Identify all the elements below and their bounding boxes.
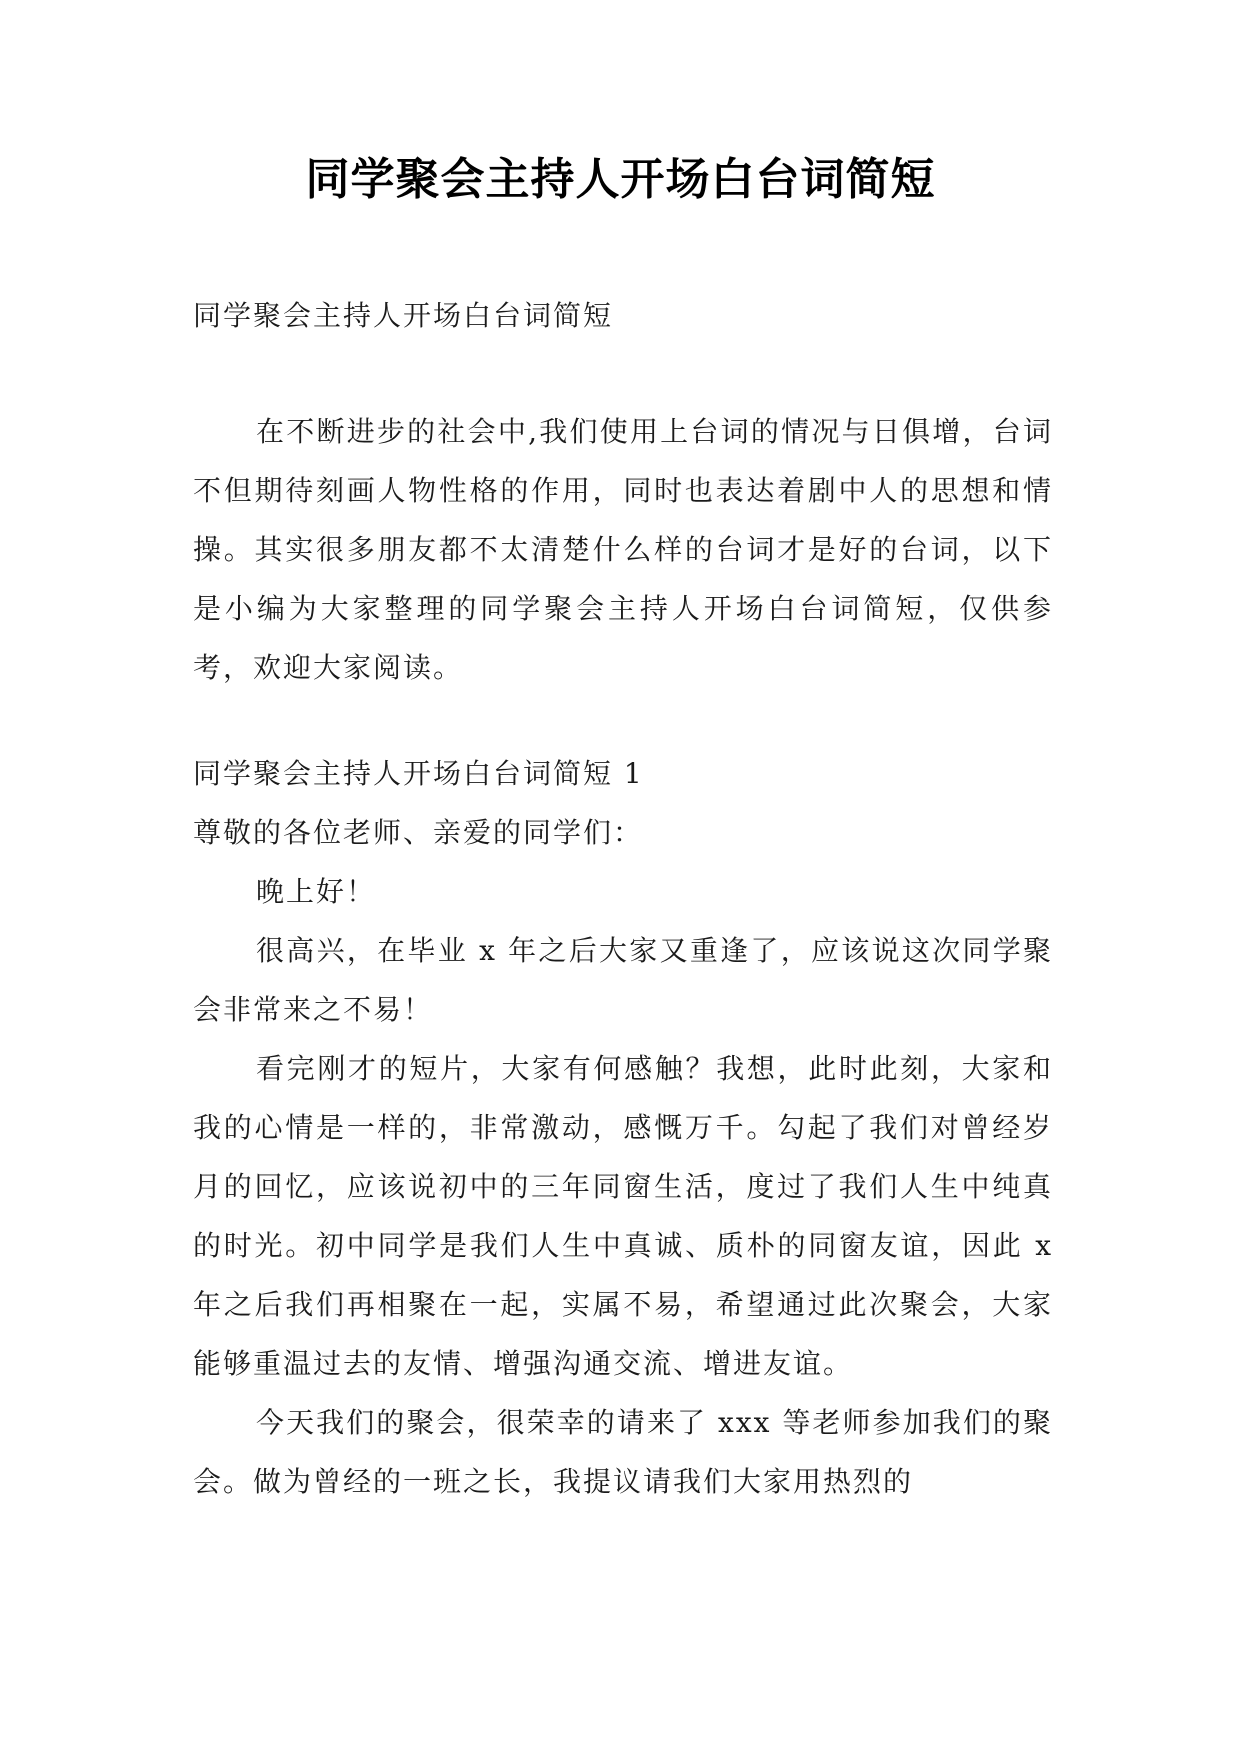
paragraph-memories: 看完刚才的短片，大家有何感触？我想，此时此刻，大家和我的心情是一样的，非常激动，感慨万千。勾起了我们对曾经岁月的回忆，应该说初中的三年同窗生活，度过了我们人生中纯真的时光。初中同学是我们人生中真诚、质朴的同窗友谊，因此 x 年之后我们再相聚在一起，实属不易，希望通过此次聚会，大家能够重温过去的友情、增强沟通交流、增进友谊。: [193, 1052, 1053, 1380]
section-heading: 同学聚会主持人开场白台词简短 1: [193, 757, 644, 790]
paragraph-teachers: 今天我们的聚会，很荣幸的请来了 xxx 等老师参加我们的聚会。做为曾经的一班之长，我提议请我们大家用热烈的: [193, 1406, 1053, 1498]
document-subtitle: 同学聚会主持人开场白台词简短: [193, 299, 614, 332]
intro-block: [193, 402, 1053, 697]
paragraph-reunion: 很高兴，在毕业 x 年之后大家又重逢了，应该说这次同学聚会非常来之不易！: [193, 934, 1053, 1026]
intro-paragraph: 在不断进步的社会中,我们使用上台词的情况与日俱增，台词不但期待刻画人物性格的作用，同时也表达着剧中人的思想和情操。其实很多朋友都不太清楚什么样的台词才是好的台词，以下是小编为大家整理的同学聚会主持人开场白台词简短，仅供参考，欢迎大家阅读。: [193, 415, 1053, 684]
document-title: 同学聚会主持人开场白台词简短: [305, 154, 936, 205]
paragraph-greeting: 晚上好！: [256, 875, 377, 908]
salutation: 尊敬的各位老师、亲爱的同学们：: [193, 816, 644, 849]
speech-section: [193, 744, 1053, 1511]
